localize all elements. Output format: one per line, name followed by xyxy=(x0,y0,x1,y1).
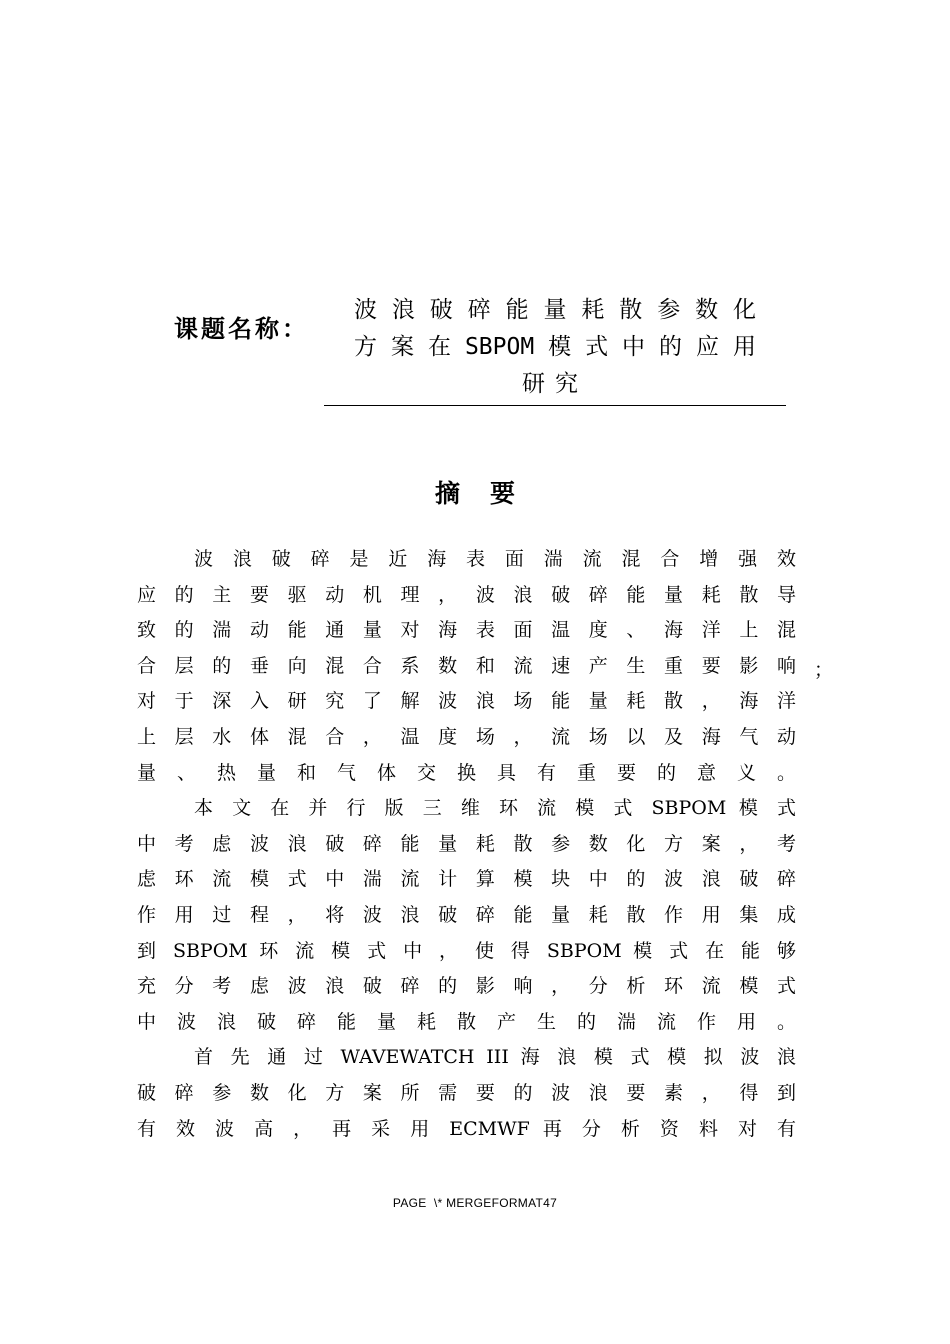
abstract-line: 破 碎 参 数 化 方 案 所 需 要 的 波 浪 要 素 ， 得 到 xyxy=(137,1081,796,1104)
abstract-line: 首 先 通 过 WAVEWATCH III 海 浪 模 式 模 拟 波 浪 xyxy=(194,1046,796,1069)
page-footer xyxy=(0,1196,950,1210)
abstract-line: 量 、 热 量 和 气 体 交 换 具 有 重 要 的 意 义 。 xyxy=(137,761,796,784)
page-field-code: PAGE \* MERGEFORMAT xyxy=(392,1196,544,1210)
abstract-line: 到 SBPOM 环 流 模 式 中 ， 使 得 SBPOM 模 式 在 能 够 xyxy=(137,939,796,962)
abstract-line: 波 浪 破 碎 是 近 海 表 面 湍 流 混 合 增 强 效 xyxy=(194,548,796,570)
abstract-line: 作 用 过 程 ， 将 波 浪 破 碎 能 量 耗 散 作 用 集 成 xyxy=(137,903,796,926)
abstract-line: 应 的 主 要 驱 动 机 理 ， 波 浪 破 碎 能 量 耗 散 导 xyxy=(137,583,796,606)
abstract-line: 中 考 虑 波 浪 破 碎 能 量 耗 散 参 数 化 方 案 ， 考 xyxy=(137,832,796,855)
page-number: 47 xyxy=(543,1196,558,1210)
abstract-line: 上 层 水 体 混 合 ， 温 度 场 ， 流 场 以 及 海 气 动 xyxy=(137,725,796,748)
abstract-body xyxy=(137,542,796,1147)
abstract-line: 有 效 波 高 ， 再 采 用 ECMWF 再 分 析 资 料 对 有 xyxy=(137,1117,796,1140)
abstract-line: 中 波 浪 破 碎 能 量 耗 散 产 生 的 湍 流 作 用 。 xyxy=(137,1010,796,1033)
abstract-line: 对 于 深 入 研 究 了 解 波 浪 场 能 量 耗 散 ， 海 洋 xyxy=(137,690,796,713)
overflow-punctuation: ； xyxy=(814,659,834,681)
abstract-line: 虑 环 流 模 式 中 湍 流 计 算 模 块 中 的 波 浪 破 碎 xyxy=(137,868,796,891)
abstract-heading: 摘要 xyxy=(434,479,545,508)
thesis-title xyxy=(324,292,786,406)
abstract-line: 充 分 考 虑 波 浪 破 碎 的 影 响 ， 分 析 环 流 模 式 xyxy=(137,975,796,998)
thesis-title-line-1: 波 浪 破 碎 能 量 耗 散 参 数 化 xyxy=(354,297,756,323)
title-label: 课题名称： xyxy=(174,315,306,343)
thesis-title-line-3: 研究 xyxy=(522,371,588,397)
thesis-title-line-2: 方 案 在 SBPOM 模 式 中 的 应 用 xyxy=(354,334,756,360)
abstract-line: 合 层 的 垂 向 混 合 系 数 和 流 速 产 生 重 要 影 响 xyxy=(137,654,796,677)
abstract-line: 致 的 湍 动 能 通 量 对 海 表 面 温 度 、 海 洋 上 混 xyxy=(137,619,796,642)
abstract-line: 本 文 在 并 行 版 三 维 环 流 模 式 SBPOM 模 式 xyxy=(194,797,796,820)
